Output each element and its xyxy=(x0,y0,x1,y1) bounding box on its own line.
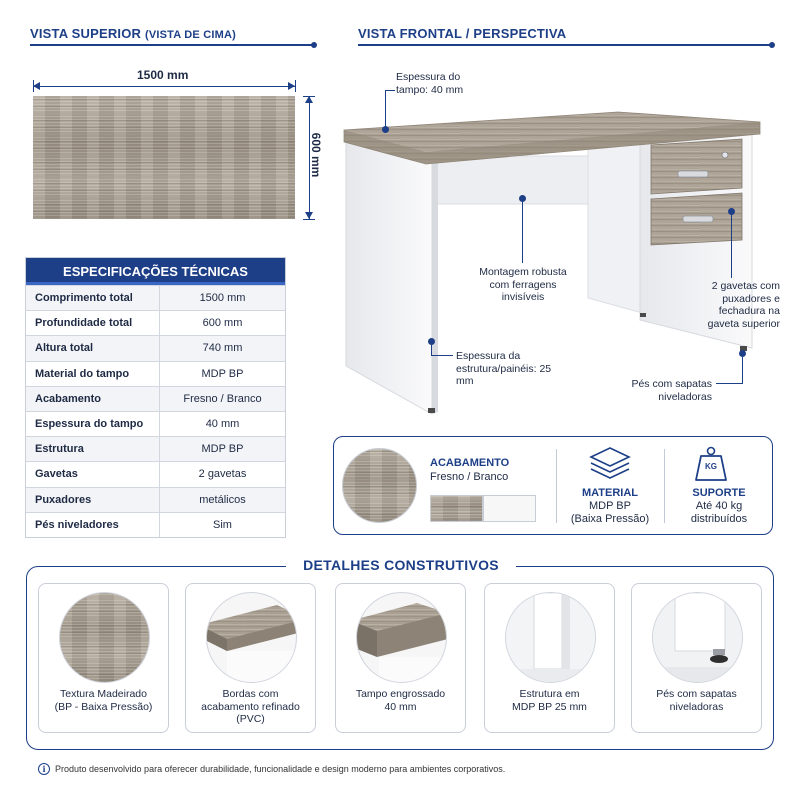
top-view-desk-surface xyxy=(33,96,295,219)
detail-card-structure xyxy=(484,583,615,733)
spec-value: 2 gavetas xyxy=(198,468,247,481)
material-line2: (Baixa Pressão) xyxy=(570,513,650,525)
spec-value: 1500 mm xyxy=(199,292,246,304)
cabinet-side xyxy=(588,144,646,314)
spec-table-title: ESPECIFICAÇÕES TÉCNICAS xyxy=(26,258,285,285)
top-view-title-text: VISTA SUPERIOR xyxy=(30,26,142,41)
depth-dimension-label: 600 mm xyxy=(309,132,323,178)
left-leg-edge xyxy=(432,160,438,414)
table-row xyxy=(26,411,285,436)
footer-note xyxy=(38,763,505,775)
detail-line: Bordas com xyxy=(222,688,279,700)
thick-top-circle xyxy=(356,592,447,683)
details-title-wrap xyxy=(286,557,516,577)
spec-value: Sim xyxy=(213,518,232,531)
spec-value: 740 mm xyxy=(202,342,243,355)
lower-drawer-handle xyxy=(683,216,713,222)
callout-line xyxy=(431,355,453,356)
feet-circle xyxy=(652,592,743,683)
support-line1: Até 40 kg xyxy=(695,500,743,512)
detail-line: Pés com sapatas xyxy=(656,688,737,700)
detail-line: Textura Madeirado xyxy=(60,688,147,700)
callout-line xyxy=(742,353,743,383)
spec-label: Altura total xyxy=(26,336,160,360)
material-title: MATERIAL xyxy=(581,487,638,499)
detail-line: MDP BP 25 mm xyxy=(512,700,587,713)
detail-line: acabamento refinado xyxy=(201,700,300,713)
material-line1: MDP BP xyxy=(589,500,631,512)
detail-card-texture xyxy=(38,583,169,733)
callout-top-thickness: Espessura do tampo: 40 mm xyxy=(396,71,464,96)
spec-value: 40 mm xyxy=(205,417,240,430)
spec-label: Gavetas xyxy=(26,462,160,486)
depth-tick-top xyxy=(303,96,315,97)
detail-line: (PVC) xyxy=(236,713,265,725)
upper-drawer-handle xyxy=(678,171,708,177)
spec-label: Profundidade total xyxy=(26,311,160,335)
detail-card-thick-top xyxy=(335,583,466,733)
callout-line xyxy=(716,383,743,384)
front-view-title: VISTA FRONTAL / PERSPECTIVA xyxy=(358,26,567,41)
upper-drawer xyxy=(651,139,742,194)
detail-card-feet xyxy=(631,583,762,733)
spec-table-body xyxy=(26,285,285,537)
width-dimension-label: 1500 mm xyxy=(137,68,189,82)
spec-label: Espessura do tampo xyxy=(26,412,160,436)
finish-swatch-circle xyxy=(342,448,417,523)
spec-label: Puxadores xyxy=(26,488,160,512)
modesty-panel xyxy=(432,156,590,204)
callout-line xyxy=(431,341,432,355)
detail-card-text xyxy=(634,688,759,713)
width-dimension-line xyxy=(33,86,295,87)
table-row xyxy=(26,487,285,512)
top-view-underline xyxy=(30,44,314,46)
support-title: SUPORTE xyxy=(692,487,746,499)
spec-value: Fresno / Branco xyxy=(183,392,262,405)
width-tick-right xyxy=(295,80,296,92)
detail-line: (BP - Baixa Pressão) xyxy=(54,700,153,713)
details-title: DETALHES CONSTRUTIVOS xyxy=(303,557,499,573)
drawer-lock-icon xyxy=(722,152,728,158)
spec-value: MDP BP xyxy=(201,367,244,380)
spec-label: Material do tampo xyxy=(26,362,160,386)
callout-feet: Pés com sapatas niveladoras xyxy=(631,378,712,403)
callout-panel-thickness: Espessura da estrutura/painéis: 25 mm xyxy=(456,350,552,387)
callout-line xyxy=(522,198,523,263)
footer-text: Produto desenvolvido para oferecer durabilidade, funcionalidade e design moderno para ambientes corporativos. xyxy=(55,764,506,774)
leveling-foot-middle xyxy=(640,313,646,317)
table-row xyxy=(26,386,285,411)
kg-label: KG xyxy=(705,462,717,471)
support-line2: distribuídos xyxy=(690,513,748,525)
callout-assembly: Montagem robusta com ferragens invisíveis xyxy=(479,266,567,303)
spec-table xyxy=(25,257,286,538)
table-row xyxy=(26,512,285,537)
callout-line xyxy=(385,90,386,128)
leveling-foot-left xyxy=(428,408,435,413)
spec-value: metálicos xyxy=(199,493,246,506)
white-swatch xyxy=(483,495,536,522)
top-view-subtitle: (VISTA DE CIMA) xyxy=(144,29,236,41)
table-row xyxy=(26,361,285,386)
callout-dot xyxy=(382,126,389,133)
table-row xyxy=(26,285,285,310)
spec-label: Acabamento xyxy=(26,387,160,411)
left-leg-panel xyxy=(346,142,432,414)
info-icon: i xyxy=(38,763,50,775)
layers-icon xyxy=(588,445,632,483)
finish-title: ACABAMENTO xyxy=(430,457,510,469)
front-view-underline xyxy=(358,44,772,46)
spec-value: 600 mm xyxy=(202,317,243,330)
structure-circle xyxy=(505,592,596,683)
spec-label: Estrutura xyxy=(26,437,160,461)
detail-line: Tampo engrossado xyxy=(355,688,446,700)
info-divider xyxy=(664,449,665,523)
detail-card-text xyxy=(41,688,166,713)
depth-tick-bottom xyxy=(303,219,315,220)
info-divider xyxy=(556,449,557,523)
info-box xyxy=(333,436,773,535)
table-row xyxy=(26,461,285,486)
callout-drawers: 2 gavetas com puxadores e fechadura na gaveta superior xyxy=(707,280,780,330)
spec-value: MDP BP xyxy=(201,443,244,456)
detail-card-edges xyxy=(185,583,316,733)
detail-card-text xyxy=(188,688,313,726)
wood-swatch xyxy=(430,495,483,522)
detail-card-text xyxy=(338,688,463,713)
detail-card-text xyxy=(487,688,612,713)
callout-line xyxy=(731,211,732,278)
table-row xyxy=(26,335,285,360)
callout-line xyxy=(385,90,395,91)
finish-value: Fresno / Branco xyxy=(430,471,509,483)
texture-circle xyxy=(59,592,150,683)
table-row xyxy=(26,436,285,461)
detail-line: Estrutura em xyxy=(519,688,580,700)
width-tick-left xyxy=(33,80,34,92)
detail-line: niveladoras xyxy=(669,700,724,713)
detail-line: 40 mm xyxy=(384,700,417,713)
top-view-title xyxy=(30,26,236,41)
table-row xyxy=(26,310,285,335)
spec-label: Comprimento total xyxy=(26,286,160,310)
edges-circle xyxy=(206,592,297,683)
spec-label: Pés niveladores xyxy=(26,513,160,537)
